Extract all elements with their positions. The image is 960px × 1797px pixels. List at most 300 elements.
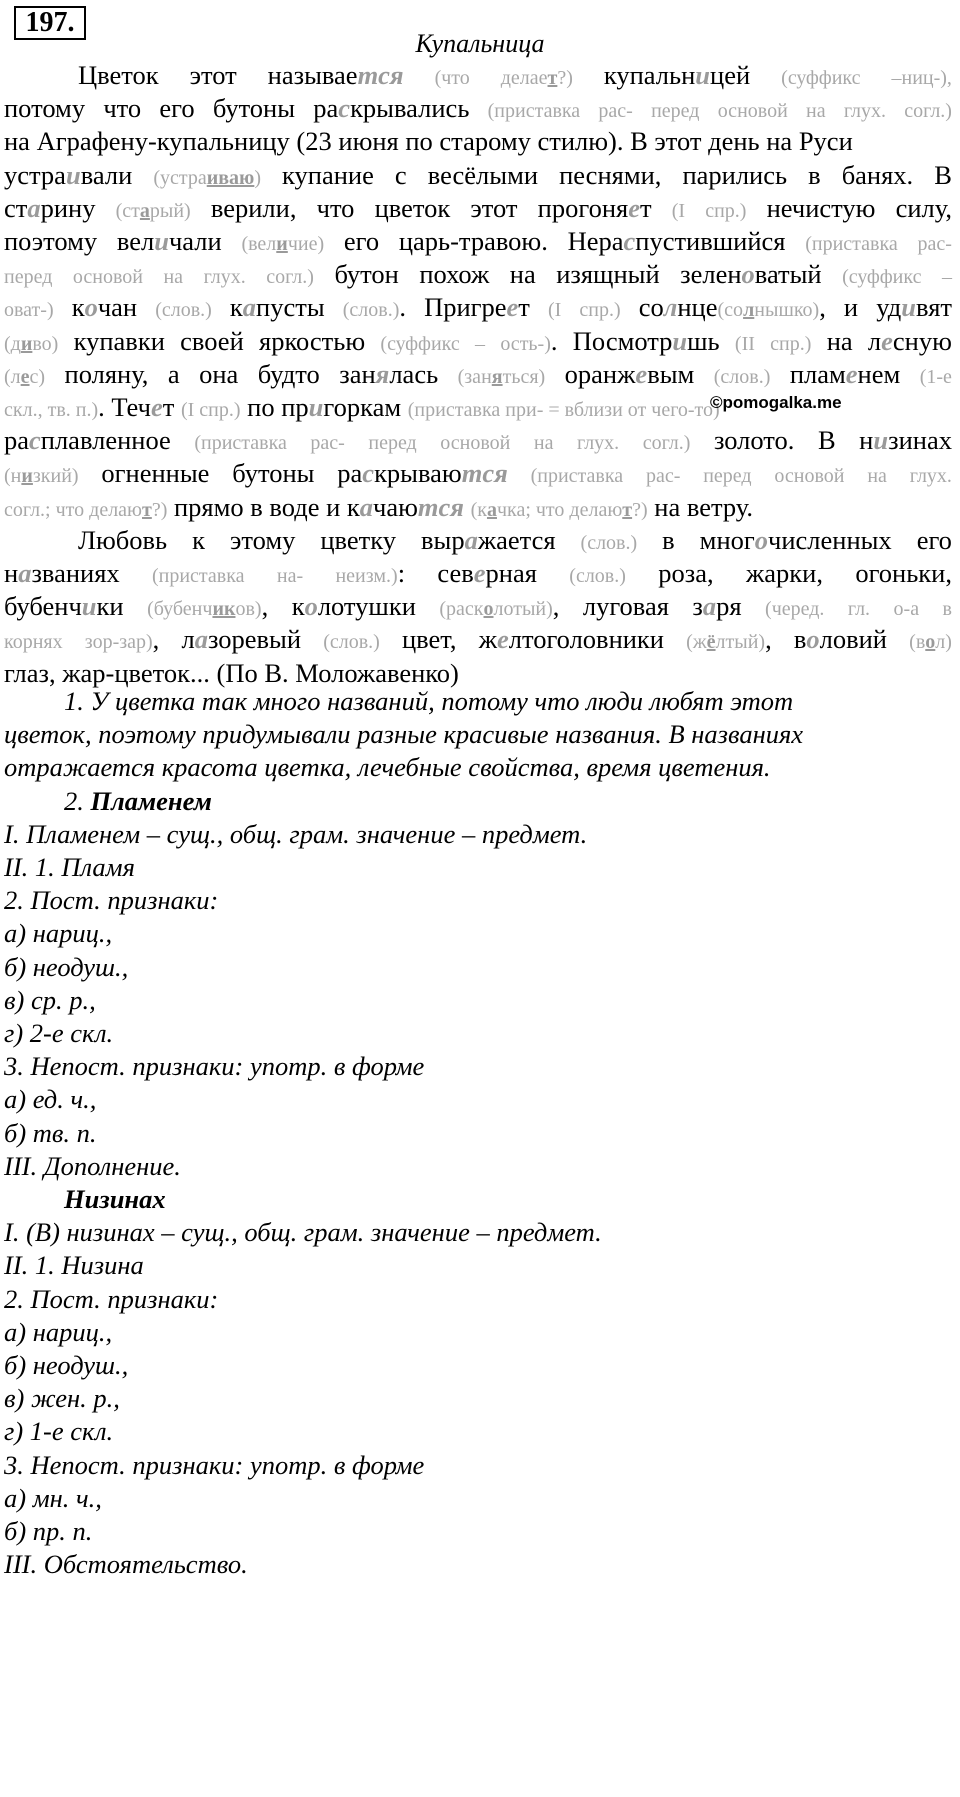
word	[639, 292, 826, 325]
word	[573, 326, 720, 359]
word	[192, 525, 205, 558]
annotation-fragment: оват-)	[4, 299, 54, 322]
text-fragment: жается	[477, 524, 556, 555]
annotation-fragment: ться)	[502, 365, 546, 388]
annotation-fragment: ?)	[151, 498, 168, 521]
text-fragment: ,	[152, 624, 160, 655]
text-fragment: уд	[876, 292, 902, 323]
word	[859, 425, 952, 458]
annotation-fragment: корнях	[4, 631, 63, 654]
answer-line	[4, 852, 135, 882]
answer-line	[4, 1483, 102, 1513]
answer-text: 3. Непост. признаки: употр. в форме	[4, 1449, 425, 1480]
annotation-fragment: перед	[703, 465, 752, 488]
text-fragment: купание	[282, 159, 374, 190]
text-line	[4, 425, 952, 458]
text-line	[4, 226, 952, 259]
word	[4, 425, 171, 458]
word	[806, 93, 826, 126]
text-fragment: :	[397, 558, 406, 588]
annotation-fragment: л	[743, 299, 755, 322]
text-fragment: его	[159, 93, 195, 124]
word	[844, 292, 858, 325]
text-fragment: что	[316, 192, 355, 223]
text-fragment: плам	[789, 358, 846, 389]
text-fragment: ра	[337, 458, 363, 489]
annotation-fragment: о	[754, 524, 768, 555]
word	[159, 93, 194, 126]
answer-text: 3. Непост. признаки: употр. в форме	[4, 1051, 425, 1082]
annotation-fragment: о-а	[893, 598, 920, 621]
word	[876, 292, 952, 325]
text-fragment: горкам	[323, 392, 408, 422]
word	[556, 259, 659, 292]
annotation-fragment: ?)	[557, 67, 573, 89]
annotation-fragment: ?)	[632, 498, 648, 521]
answer-line	[4, 952, 128, 982]
text-fragment: потому	[4, 93, 86, 124]
word	[942, 259, 952, 292]
word	[163, 259, 183, 292]
answer-text: а) ед. ч.,	[4, 1084, 97, 1115]
annotation-fragment: –	[475, 332, 486, 355]
word	[116, 193, 191, 226]
annotation-fragment: л	[663, 292, 678, 323]
word	[651, 93, 699, 126]
text-fragment: этот	[189, 60, 237, 90]
text-fragment: вел	[116, 226, 155, 256]
text-fragment: на ветру.	[647, 491, 753, 522]
annotation-fragment: (слов.)	[569, 565, 626, 587]
text-fragment: что	[103, 93, 142, 124]
annotation-fragment: (н	[4, 465, 22, 488]
word	[703, 458, 751, 491]
annotation-fragment: (слов.)	[155, 299, 212, 322]
text-fragment: чан	[97, 292, 138, 323]
word	[4, 591, 124, 624]
word	[428, 160, 538, 193]
parsed-word-heading: Низинах	[64, 1184, 166, 1214]
text-fragment: зоревый	[207, 624, 302, 655]
word	[344, 226, 379, 259]
answer-text: 2. Пост. признаки:	[4, 1283, 219, 1314]
answer-line	[4, 885, 218, 915]
word	[604, 60, 750, 93]
text-fragment: н	[4, 558, 19, 588]
word	[896, 193, 952, 226]
text-fragment: цвет,	[402, 624, 457, 655]
word	[510, 259, 536, 292]
word	[842, 160, 914, 193]
word	[646, 458, 680, 491]
word	[4, 624, 63, 657]
text-fragment: и	[843, 292, 859, 323]
annotation-fragment: с	[29, 425, 41, 456]
word	[920, 359, 952, 392]
text-fragment: весёлыми	[427, 159, 539, 190]
text-fragment: нем	[857, 358, 901, 389]
word	[658, 558, 713, 591]
text-fragment: силу,	[895, 192, 952, 223]
answer-line	[4, 1549, 248, 1579]
answer-line	[64, 1184, 166, 1214]
word	[259, 326, 365, 359]
answer-text: III. Обстоятельство.	[4, 1549, 248, 1580]
word	[323, 624, 380, 657]
word	[892, 60, 952, 93]
annotation-fragment: тся	[357, 60, 404, 90]
text-fragment: на	[826, 325, 853, 356]
text-line	[4, 193, 952, 226]
text-fragment: выр	[421, 524, 465, 555]
annotation-fragment: е	[635, 358, 648, 389]
annotation-fragment: глух.	[203, 266, 246, 289]
text-fragment: купальн	[603, 60, 696, 90]
answer-text: отражается красота цветка, лечебные свойства, время цветения.	[4, 752, 771, 783]
text-fragment: к	[291, 591, 305, 622]
answer-line	[4, 752, 771, 782]
answer-text: I. Пламенем – сущ., общ. грам. значение – предмет.	[4, 818, 588, 849]
text-line	[4, 624, 952, 657]
annotation-fragment: (вел	[241, 233, 277, 255]
word	[735, 326, 755, 359]
annotation-fragment: т	[622, 498, 633, 521]
text-fragment: парились	[682, 159, 788, 190]
annotation-fragment: (II	[734, 332, 755, 355]
word	[682, 160, 787, 193]
annotation-fragment: тся	[461, 458, 508, 489]
annotation-fragment: е	[150, 392, 163, 422]
text-fragment: т	[162, 392, 181, 422]
answer-line	[4, 985, 96, 1015]
text-line	[4, 359, 952, 392]
annotation-fragment: и	[672, 325, 688, 356]
word	[317, 193, 355, 226]
text-fragment: вали	[80, 159, 133, 190]
annotation-fragment: во)	[32, 332, 59, 355]
word	[395, 160, 407, 193]
word	[155, 292, 212, 325]
annotation-fragment: рый)	[149, 199, 191, 222]
annotation-fragment: т	[142, 498, 152, 521]
word	[844, 93, 886, 126]
annotation-fragment: согл.)	[266, 266, 314, 289]
answer-text: а) нариц.,	[4, 1316, 113, 1347]
answer-text: в) жен. р.,	[4, 1383, 120, 1414]
word	[435, 60, 470, 93]
annotation-fragment: согл.)	[642, 432, 691, 455]
answer-line	[4, 1450, 424, 1480]
annotation-fragment: иваю	[206, 166, 255, 189]
word	[805, 226, 898, 259]
answer-text: II. 1. Пламя	[4, 852, 135, 882]
word	[421, 525, 556, 558]
word	[680, 259, 821, 292]
annotation-fragment: и	[308, 392, 324, 422]
text-fragment: верили,	[210, 192, 297, 223]
text-fragment: .	[550, 325, 558, 356]
word	[437, 558, 537, 591]
word	[868, 326, 952, 359]
text-fragment: ки	[96, 591, 124, 622]
text-fragment: яркостью	[259, 325, 366, 356]
word	[774, 458, 844, 491]
word	[4, 458, 79, 491]
text-fragment: своей	[180, 325, 244, 356]
text-fragment: на	[509, 259, 536, 290]
word	[894, 591, 920, 624]
word	[705, 193, 746, 226]
annotation-fragment: зор-зар)	[84, 631, 153, 654]
annotation-fragment: (слов.)	[323, 631, 380, 654]
annotation-fragment: перед	[651, 100, 700, 123]
text-fragment: цветок	[374, 192, 451, 223]
annotation-fragment: делае	[500, 67, 548, 89]
text-fragment: л	[867, 325, 882, 356]
word	[672, 193, 685, 226]
text-fragment: В	[817, 425, 836, 456]
answer-text: а) мн. ч.,	[4, 1482, 102, 1513]
annotation-fragment: основой	[774, 465, 845, 488]
text-fragment: со	[638, 292, 664, 323]
word	[4, 226, 97, 259]
annotation-fragment: е	[473, 558, 486, 588]
annotation-fragment: основой	[72, 266, 143, 289]
text-fragment: к	[71, 292, 85, 323]
text-line	[4, 591, 952, 624]
annotation-fragment: и	[901, 292, 917, 323]
annotation-fragment: (I	[547, 299, 562, 322]
answer-line	[4, 1217, 602, 1247]
word	[310, 425, 344, 458]
word	[714, 425, 794, 458]
word	[65, 359, 149, 392]
word	[565, 359, 695, 392]
text-fragment: нце	[677, 292, 718, 323]
word	[918, 226, 952, 259]
annotation-fragment: с	[338, 93, 351, 124]
annotation-fragment: зкий)	[32, 465, 79, 488]
text-fragment: В	[934, 159, 952, 190]
word	[180, 326, 244, 359]
annotation-fragment: основой	[717, 100, 788, 123]
annotation-fragment: (слов.)	[342, 299, 400, 322]
annotation-fragment: и	[81, 591, 97, 622]
word	[770, 326, 811, 359]
word	[692, 591, 741, 624]
annotation-fragment: (суффикс	[380, 332, 460, 355]
annotation-fragment: (суффикс	[842, 266, 922, 289]
exercise-number: 197.	[14, 6, 86, 40]
word	[808, 160, 821, 193]
word	[501, 60, 573, 93]
annotation-fragment: рас-	[917, 233, 952, 255]
annotation-fragment: спр.)	[770, 332, 812, 355]
answer-line	[4, 1151, 181, 1181]
word	[241, 226, 324, 259]
answer-line	[4, 1284, 218, 1314]
text-fragment: цей	[710, 60, 751, 90]
text-fragment: с	[394, 159, 407, 190]
text-fragment: шь	[687, 325, 720, 356]
annotation-fragment: и	[276, 233, 288, 255]
watermark: ©pomogalka.me	[710, 393, 842, 412]
answer-text: б) пр. п.	[4, 1516, 93, 1546]
text-fragment: цветку	[320, 524, 396, 555]
word	[380, 326, 459, 359]
text-line	[4, 259, 952, 292]
word	[781, 60, 860, 93]
annotation-fragment: глух.	[577, 432, 620, 455]
annotation-fragment: ё	[706, 631, 716, 654]
annotation-fragment: (зан	[457, 365, 492, 388]
text-line	[4, 558, 952, 591]
word	[181, 624, 301, 657]
annotation-fragment: с)	[29, 365, 46, 388]
annotation-fragment: (устра	[153, 166, 207, 189]
text-line	[4, 326, 952, 359]
text-line	[78, 60, 952, 93]
text-line	[4, 126, 952, 156]
annotation-fragment: глух.	[843, 100, 887, 123]
text-line	[4, 492, 952, 525]
word	[282, 160, 374, 193]
text-fragment: Любовь	[78, 524, 168, 555]
text-line	[4, 458, 952, 491]
word	[765, 591, 824, 624]
annotation-fragment: (бубенч	[147, 598, 213, 621]
annotation-fragment: т	[547, 67, 558, 89]
answer-text: б) неодуш.,	[4, 951, 129, 982]
text-fragment: ря	[716, 591, 742, 622]
word	[531, 458, 624, 491]
word	[470, 193, 517, 226]
text-fragment: вят	[916, 292, 952, 323]
word	[867, 458, 887, 491]
annotation-fragment: )	[254, 166, 261, 189]
answer-text: 1. У цветка так много названий, потому что люди любят этот	[64, 686, 794, 716]
annotation-fragment: на	[806, 100, 826, 123]
word	[337, 458, 507, 491]
text-fragment: рину	[40, 192, 96, 223]
word	[718, 93, 788, 126]
annotation-fragment: согл.; что делаю	[4, 498, 142, 521]
annotation-fragment: с	[362, 458, 375, 489]
text-fragment: пустившийся	[635, 226, 786, 256]
text-fragment: прогоня	[537, 192, 629, 223]
word	[794, 624, 887, 657]
text-fragment: Посмотр	[572, 325, 673, 356]
answer-text: б) тв. п.	[4, 1117, 97, 1148]
text-fragment: она	[199, 358, 239, 389]
annotation-fragment: (1-е	[919, 365, 952, 388]
annotation-fragment: скл., тв. п.)	[4, 399, 99, 421]
text-line	[4, 93, 952, 126]
word	[402, 624, 457, 657]
annotation-fragment: (черед.	[765, 598, 825, 621]
text-fragment: крываю	[374, 458, 462, 489]
text-fragment: этому	[229, 524, 296, 555]
annotation-fragment: рас-	[598, 100, 633, 123]
annotation-fragment: (в	[909, 631, 926, 654]
word	[559, 160, 661, 193]
word	[339, 359, 438, 392]
annotation-fragment: а	[464, 524, 478, 555]
annotation-fragment: и	[873, 425, 889, 456]
word	[500, 326, 557, 359]
text-fragment: прямо в воде и к	[167, 491, 360, 522]
annotation-fragment: на	[867, 465, 887, 488]
word	[101, 458, 209, 491]
word	[335, 558, 405, 591]
text-fragment: к	[192, 524, 205, 555]
annotation-fragment: гл.	[847, 598, 871, 621]
text-fragment: численных	[768, 524, 892, 555]
word	[117, 226, 222, 259]
word	[577, 425, 619, 458]
text-fragment: ра	[313, 93, 339, 124]
word	[790, 359, 900, 392]
text-fragment: похож	[419, 259, 490, 290]
text-fragment: л	[181, 624, 195, 655]
annotation-fragment: а	[27, 192, 41, 223]
text-title: Купальница	[415, 29, 545, 58]
word	[538, 193, 652, 226]
text-fragment: .	[399, 292, 406, 323]
text-fragment: роза,	[658, 558, 714, 588]
text-fragment: ра	[4, 425, 30, 456]
word	[475, 326, 485, 359]
word	[934, 160, 952, 193]
text-fragment: ,	[552, 591, 560, 622]
word	[375, 193, 451, 226]
text-fragment: плавленное	[40, 425, 171, 456]
word	[568, 226, 786, 259]
word	[320, 525, 396, 558]
annotation-fragment: и	[21, 465, 33, 488]
text-fragment: жарки,	[745, 558, 823, 588]
word	[419, 259, 489, 292]
word	[168, 359, 180, 392]
word	[147, 591, 268, 624]
text-fragment: его	[343, 226, 380, 256]
answer-text: 2. Пост. признаки:	[4, 885, 219, 916]
text-fragment: зинах	[888, 425, 952, 456]
annotation-fragment: е	[845, 358, 858, 389]
text-fragment: ловий	[819, 624, 887, 655]
annotation-fragment: а	[18, 558, 32, 588]
text-fragment: в	[662, 524, 675, 555]
text-fragment: поэтому	[4, 226, 98, 256]
text-fragment: зан	[339, 358, 376, 389]
word	[424, 292, 530, 325]
text-fragment: вым	[647, 358, 695, 389]
word	[842, 259, 921, 292]
text-fragment: купавки	[73, 325, 165, 356]
annotation-fragment: (л	[4, 365, 21, 388]
word	[855, 558, 952, 591]
word	[213, 93, 295, 126]
annotation-fragment: (слов.)	[713, 365, 771, 388]
annotation-fragment: а	[139, 199, 150, 222]
word	[579, 292, 620, 325]
answer-line	[4, 1416, 113, 1446]
word	[230, 292, 325, 325]
answer-text: II. 1. Низина	[4, 1250, 144, 1281]
annotation-fragment: на	[533, 432, 554, 455]
text-fragment: Цветок	[78, 60, 159, 90]
text-line	[4, 658, 952, 688]
